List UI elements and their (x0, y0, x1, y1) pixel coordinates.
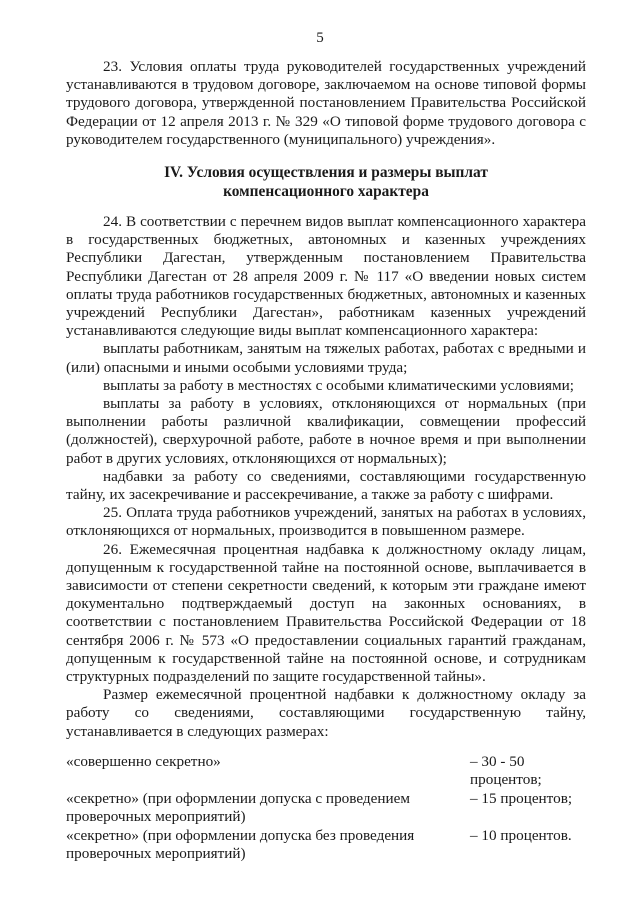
paragraph-25: 25. Оплата труда работников учреждений, занятых на работах в условиях, отклоняющихся от нормальных, производится в повышенном размере. (66, 504, 586, 540)
paragraph-23-block (66, 58, 586, 149)
rate-value: – 30 - 50 процентов; (470, 753, 542, 789)
rate-row (66, 753, 596, 790)
rate-row (66, 790, 596, 827)
list-item: выплаты за работу в местностях с особыми климатическими условиями; (103, 376, 574, 394)
rate-condition: «совершенно секретно» (66, 753, 221, 770)
rate-value: – 10 процентов. (470, 826, 572, 844)
paragraph-rates-intro: Размер ежемесячной процентной надбавки к должностному окладу за работу со сведениями, составляющими государственную тайну, устанавливается в следующих размерах: (66, 686, 586, 740)
paragraph-26: 26. Ежемесячная процентная надбавка к должностному окладу лицам, допущенным к государственной тайне на постоянной основе, выплачивается в зависимости от степени секретности сведений, к которым эти граждане имеют документально подтверждаемый доступ на законных основаниях, в соответствии с постановлением Правительства Российской Федерации от 18 сентября 2006 г. № 573 «О предоставлении социальных гарантий гражданам, допущенным к государственной тайне на постоянной основе, и сотрудникам структурных подразделений по защите государственной тайны». (66, 540, 586, 686)
paragraph-24: 24. В соответствии с перечнем видов выплат компенсационного характера в государственных бюджетных, автономных и казенных учреждениях Республики Дагестан, утвержденным постановлением Правительства Республики Дагестан от 28 апреля 2009 г. № 117 «О введении новых систем оплаты труда работников государственных бюджетных, автономных и казенных учреждений Республики Дагестан», работникам казенных учреждений устанавливаются следующие виды выплат компенсационного характера: (66, 213, 586, 340)
list-item: выплаты работникам, занятым на тяжелых работах, работах с вредными и (или) опасными и иными особыми условиями труда; (66, 340, 586, 376)
section-heading (66, 163, 586, 201)
main-text (66, 213, 586, 741)
rate-condition: «секретно» (при оформлении допуска с проведением проверочных мероприятий) (66, 789, 410, 826)
list-item: выплаты за работу в условиях, отклоняющихся от нормальных (при выполнении работы различной квалификации, совмещении профессий (должностей), сверхурочной работе, работе в ночное время и при выполнении работ в других условиях, отклоняющихся от нормальных); (66, 395, 586, 467)
rates-table (66, 753, 596, 863)
rate-value: – 15 процентов; (470, 789, 573, 807)
list-item: надбавки за работу со сведениями, составляющими государственную тайну, их засекречивание и рассекречивание, а также за работу с шифрами. (66, 467, 586, 504)
page-number: 5 (316, 30, 324, 46)
rate-condition: «секретно» (при оформлении допуска без проведения проверочных мероприятий) (66, 826, 415, 863)
paragraph-23: 23. Условия оплаты труда руководителей государственных учреждений устанавливаются в трудовом договоре, заключаемом на основе типовой формы трудового договора, утвержденной постановлением Правительства Российской Федерации от 12 апреля 2013 г. № 329 «О типовой форме трудового договора с руководителем государственного (муниципального) учреждения». (66, 58, 586, 148)
section-heading-line1: IV. Условия осуществления и размеры выплат (164, 164, 488, 181)
rate-row (66, 827, 596, 864)
section-heading-line2: компенсационного характера (223, 183, 429, 200)
